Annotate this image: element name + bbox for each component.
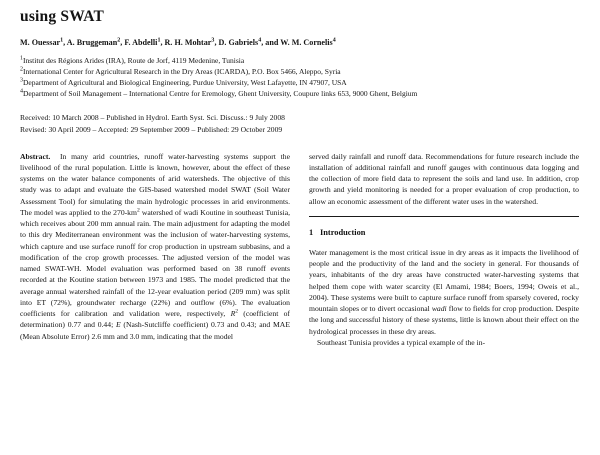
affiliation-marker: 3 bbox=[20, 77, 23, 84]
author-affiliation-marker: 1 bbox=[60, 37, 64, 44]
author-name: M. Ouessar bbox=[20, 38, 61, 48]
author-name: A. Bruggeman bbox=[66, 38, 118, 48]
affiliation-item bbox=[20, 55, 580, 66]
section-number: 1 bbox=[309, 227, 314, 237]
author-affiliation-marker: 4 bbox=[332, 37, 336, 44]
affiliation-text: Department of Agricultural and Biological Engineering, Purdue University, West Lafayette, IN 47907, USA bbox=[23, 77, 347, 87]
abstract-text-part4: (Nash-Sutcliffe coefficient) 0.73 and 0.43; and MAE (Mean Absolute Error) 2.6 mm and 3.0 mm, indicating that the model bbox=[20, 320, 290, 341]
author-name: W. M. Cornelis bbox=[280, 38, 333, 48]
affiliation-marker: 1 bbox=[20, 55, 23, 62]
publication-dates bbox=[20, 112, 580, 136]
abstract-superscript: 2 bbox=[136, 207, 140, 214]
abstract-continuation: served daily rainfall and runoff data. Recommendations for future research include the installation of additional rainfall and runoff gauges with continuous data logging and the collection of more field data to represent the soils and land use. In addition, crop growth and yield monitoring is needed for a proper evaluation of crop production, to allow an economic assessment of the different water uses in the watershed. bbox=[309, 151, 579, 206]
abstract-text-part3: (coefficient of determination) 0.77 and 0.44; bbox=[20, 309, 290, 330]
affiliation-text: International Center for Agricultural Research in the Dry Areas (ICARDA), P.O. Box 5466, Aleppo, Syria bbox=[23, 66, 341, 76]
affiliation-marker: 4 bbox=[20, 88, 23, 95]
abstract-divider bbox=[309, 216, 579, 217]
author-affiliation-marker: 3 bbox=[211, 37, 215, 44]
affiliation-list bbox=[20, 55, 580, 99]
right-column bbox=[309, 151, 579, 349]
intro-italic-wadi: wadi bbox=[431, 304, 447, 314]
author-name: F. Abdelli bbox=[124, 38, 158, 48]
affiliation-marker: 2 bbox=[20, 66, 23, 73]
page-title: using SWAT bbox=[20, 8, 104, 25]
body-columns bbox=[20, 151, 580, 349]
author-name: D. Gabriels bbox=[218, 38, 259, 48]
author-affiliation-marker: 4 bbox=[258, 37, 262, 44]
abstract-paragraph bbox=[20, 151, 290, 342]
author-name: R. H. Mohtar bbox=[164, 38, 212, 48]
affiliation-item bbox=[20, 88, 580, 99]
received-date-line: Received: 10 March 2008 – Published in Hydrol. Earth Syst. Sci. Discuss.: 9 July 2008 bbox=[20, 113, 285, 123]
r-squared-superscript: 2 bbox=[235, 308, 239, 315]
section-title: Introduction bbox=[320, 227, 366, 237]
introduction-paragraph-2: Southeast Tunisia provides a typical example of the in- bbox=[317, 337, 486, 347]
author-affiliation-marker: 2 bbox=[117, 37, 121, 44]
author-affiliation-marker: 1 bbox=[157, 37, 161, 44]
author-list: M. Ouessar$^1$, A. Bruggeman$^2$, F. Abdelli$^1$, R. H. Mohtar$^3$, D. Gabriels$^4$, and W. M. Cornelis$^4$ bbox=[20, 37, 336, 48]
introduction-paragraph-1 bbox=[309, 247, 579, 337]
section-heading-introduction bbox=[309, 228, 579, 238]
abstract-label: Abstract. bbox=[20, 151, 51, 161]
abstract-text-part1: In many arid countries, runoff water-harvesting systems support the livelihood of the rural population. Little is known, however, about the effect of these systems on the water balance components of arid watersheds. The objective of this study was to adapt and evaluate the GIS-based watershed model SWAT (Soil Water Assessment Tool) for simulating the main hydrologic processes in arid environments. The model was applied to the 270-km bbox=[20, 151, 291, 217]
paper-page bbox=[0, 5, 600, 455]
affiliation-text: Institut des Régions Arides (IRA), Route de Jorf, 4119 Medenine, Tunisia bbox=[23, 55, 245, 65]
r-squared-symbol: R bbox=[230, 309, 236, 319]
affiliation-text: Department of Soil Management – International Centre for Eremology, Ghent University, Coupure links 653, 9000 Ghent, Belgium bbox=[23, 89, 418, 99]
left-column bbox=[20, 151, 290, 342]
e-symbol: E bbox=[115, 320, 121, 330]
revised-date-line: Revised: 30 April 2009 – Accepted: 29 September 2009 – Published: 29 October 2009 bbox=[20, 124, 283, 134]
affiliation-item bbox=[20, 66, 580, 77]
abstract-text-part2: watershed of wadi Koutine in southeast Tunisia, which receives about 200 mm annual rain. The main adjustment for adapting the model to this dry Mediterranean environment was the inclusion of water-harvesting systems, which capture and use surface runoff for crop production in upstream subbasins, and a modification of the crop growth processes. The adjusted version of the model was named SWAT-WH. Model evaluation was performed based on 38 runoff events recorded at the Koutine station between 1973 and 1985. The model predicted that the average annual watershed rainfall of the 12-year evaluation period (209 mm) was split into ET (72%), groundwater recharge (22%) and outflow (6%). The evaluation coefficients for calibration and validation were, respectively, bbox=[20, 207, 290, 319]
intro-text-part1: Water management is the most critical issue in dry areas as it impacts the livelihood of people and the productivity of the land and the society in general. For thousands of years, inhabitants of the dry areas have constructed water-harvesting systems that helped them cope with water scarcity (El Amami, 1984; Boers, 1994; Oweis et al., 2004). These systems were built to capture surface runoff from sparsely covered, rocky mountain slopes or to divert occasional bbox=[309, 247, 579, 314]
affiliation-item bbox=[20, 77, 580, 88]
intro-text-part2: flow to fields for crop production. Despite the long and successful history of these systems, little is known about their effect on the hydrological processes in these dry areas. bbox=[309, 304, 579, 336]
